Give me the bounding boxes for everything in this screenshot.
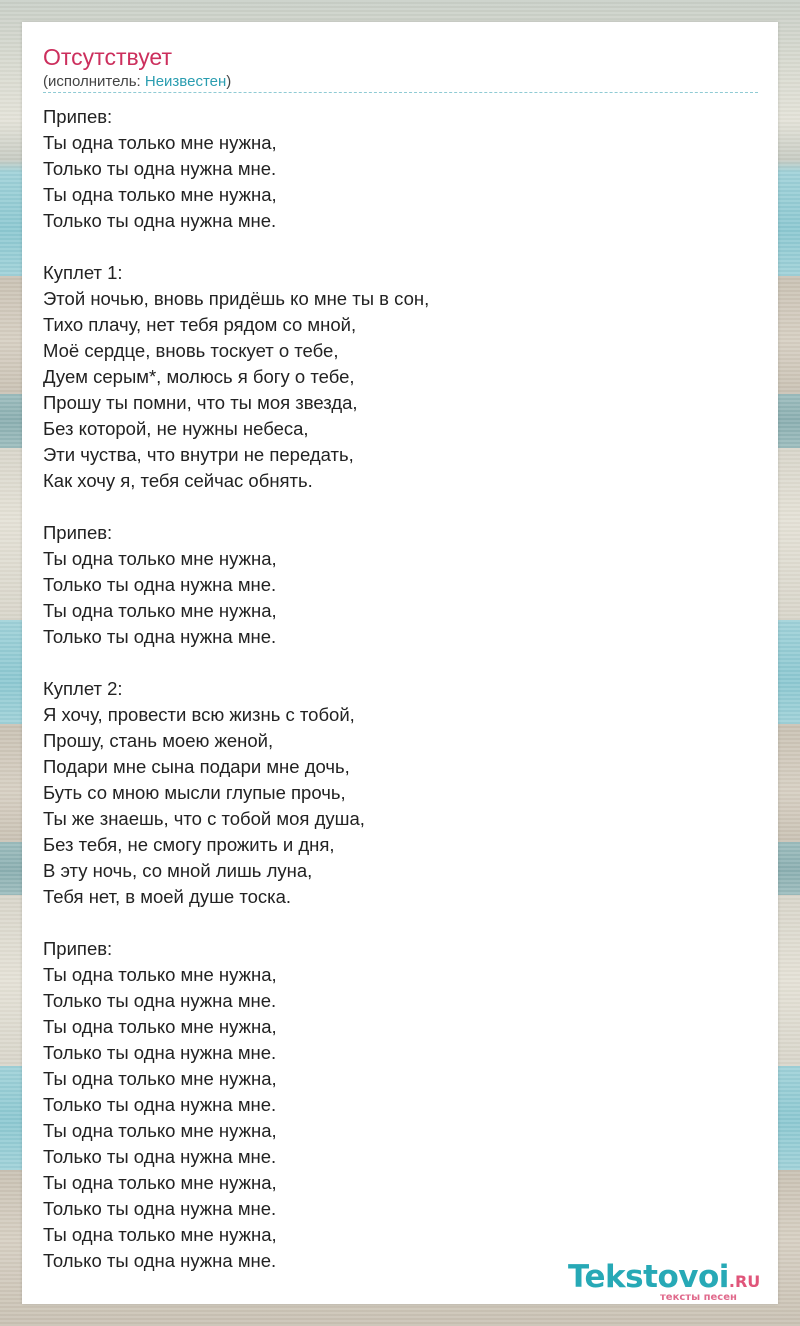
title-divider — [43, 92, 758, 93]
lyrics-line: Только ты одна нужна мне. — [43, 1250, 277, 1271]
lyrics-line: В эту ночь, со мной лишь луна, — [43, 860, 313, 881]
lyrics-line: Только ты одна нужна мне. — [43, 1146, 277, 1167]
logo-domain: .RU — [728, 1272, 761, 1291]
lyrics-line: Моё сердце, вновь тоскует о тебе, — [43, 340, 339, 361]
artist-suffix: ) — [226, 73, 232, 90]
lyrics-line: Как хочу я, тебя сейчас обнять. — [43, 470, 313, 491]
lyrics-line: Без которой, не нужны небеса, — [43, 418, 309, 439]
lyrics-line: Ты одна только мне нужна, — [43, 1172, 277, 1193]
site-logo[interactable] — [568, 1260, 778, 1306]
logo-main-text: Tekstovoi — [568, 1259, 729, 1295]
lyrics-line: Припев: — [43, 522, 113, 543]
lyrics-line: Без тебя, не смогу прожить и дня, — [43, 834, 335, 855]
lyrics-line: Ты же знаешь, что с тобой моя душа, — [43, 808, 365, 829]
lyrics-line: Ты одна только мне нужна, — [43, 1068, 277, 1089]
lyrics-line: Я хочу, провести всю жизнь с тобой, — [43, 704, 355, 725]
lyrics-blank-line — [43, 234, 743, 260]
lyrics-line: Тихо плачу, нет тебя рядом со мной, — [43, 314, 357, 335]
lyrics-text — [43, 104, 743, 1274]
lyrics-line: Куплет 2: — [43, 678, 123, 699]
lyrics-blank-line — [43, 910, 743, 936]
lyrics-line: Ты одна только мне нужна, — [43, 184, 277, 205]
song-title: Отсутствует — [43, 44, 172, 70]
lyrics-line: Дуем серым*, молюсь я богу о тебе, — [43, 366, 355, 387]
lyrics-line: Только ты одна нужна мне. — [43, 1198, 277, 1219]
artist-line — [43, 72, 231, 92]
lyrics-line: Припев: — [43, 106, 113, 127]
artist-prefix: (исполнитель: — [43, 73, 145, 90]
lyrics-line: Ты одна только мне нужна, — [43, 964, 277, 985]
lyrics-line: Припев: — [43, 938, 113, 959]
lyrics-line: Подари мне сына подари мне дочь, — [43, 756, 350, 777]
lyrics-blank-line — [43, 650, 743, 676]
lyrics-line: Прошу, стань моею женой, — [43, 730, 274, 751]
lyrics-line: Ты одна только мне нужна, — [43, 548, 277, 569]
lyrics-line: Только ты одна нужна мне. — [43, 574, 277, 595]
lyrics-line: Только ты одна нужна мне. — [43, 1042, 277, 1063]
logo-tagline: тексты песен — [660, 1292, 737, 1303]
lyrics-line: Только ты одна нужна мне. — [43, 210, 277, 231]
lyrics-blank-line — [43, 494, 743, 520]
lyrics-line: Буть со мною мысли глупые прочь, — [43, 782, 346, 803]
lyrics-line: Этой ночью, вновь придёшь ко мне ты в сон, — [43, 288, 430, 309]
lyrics-line: Только ты одна нужна мне. — [43, 1094, 277, 1115]
lyrics-line: Ты одна только мне нужна, — [43, 1016, 277, 1037]
lyrics-line: Ты одна только мне нужна, — [43, 1224, 277, 1245]
lyrics-line: Тебя нет, в моей душе тоска. — [43, 886, 292, 907]
lyrics-line: Ты одна только мне нужна, — [43, 1120, 277, 1141]
lyrics-line: Куплет 1: — [43, 262, 123, 283]
lyrics-card — [22, 22, 778, 1304]
lyrics-line: Прошу ты помни, что ты моя звезда, — [43, 392, 358, 413]
lyrics-line: Ты одна только мне нужна, — [43, 132, 277, 153]
artist-link[interactable]: Неизвестен — [144, 73, 227, 90]
lyrics-line: Только ты одна нужна мне. — [43, 626, 277, 647]
lyrics-line: Только ты одна нужна мне. — [43, 158, 277, 179]
lyrics-line: Ты одна только мне нужна, — [43, 600, 277, 621]
lyrics-line: Эти чуства, что внутри не передать, — [43, 444, 354, 465]
lyrics-line: Только ты одна нужна мне. — [43, 990, 277, 1011]
